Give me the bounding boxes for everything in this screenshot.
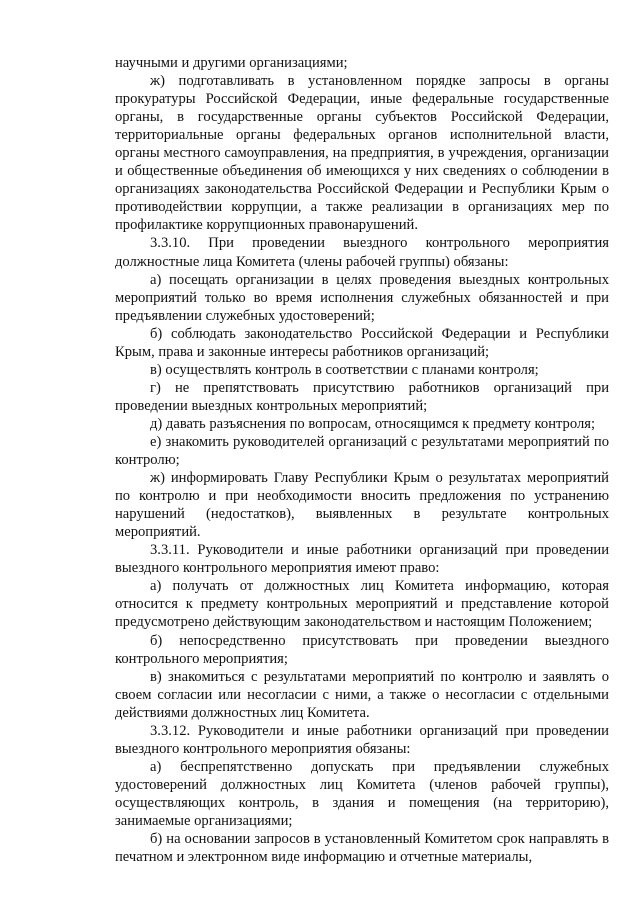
document-paragraph: г) не препятствовать присутствию работников организаций при проведении выездных контрольных мероприятий; xyxy=(115,379,609,414)
document-paragraph: в) осуществлять контроль в соответствии с планами контроля; xyxy=(150,361,539,378)
document-paragraph: а) посещать организации в целях проведения выездных контрольных мероприятий только во время исполнения служебных обязанностей и при предъявлении служебных удостоверений; xyxy=(115,271,609,324)
document-paragraph: 3.3.10. При проведении выездного контрольного мероприятия должностные лица Комитета (члены рабочей группы) обязаны: xyxy=(115,235,609,270)
document-paragraph: в) знакомиться с результатами мероприятий по контролю и заявлять о своем согласии или несогласии с ними, а также о несогласии с отдельными действиями должностных лиц Комитета. xyxy=(115,668,609,721)
document-body xyxy=(115,54,609,866)
document-paragraph: д) давать разъяснения по вопросам, относящимся к предмету контроля; xyxy=(150,415,596,432)
document-paragraph: а) беспрепятственно допускать при предъявлении служебных удостоверений должностных лиц Комитета (членов рабочей группы), осуществляющих контроль, в здания и помещения (на территорию), занимаемые организациями; xyxy=(115,758,609,829)
document-paragraph: 3.3.11. Руководители и иные работники организаций при проведении выездного контрольного мероприятия имеют право: xyxy=(115,542,609,577)
document-paragraph: научными и другими организациями; xyxy=(115,55,348,71)
document-paragraph: а) получать от должностных лиц Комитета информацию, которая относится к предмету контрольных мероприятий и представление которой предусмотрено действующим законодательством и настоящим Положением; xyxy=(115,578,609,631)
document-paragraph: ж) информировать Главу Республики Крым о результатах мероприятий по контролю и при необходимости вносить предложения по устранению нарушений (недостатков), выявленных в результате контрольных мероприятий. xyxy=(115,470,609,541)
document-paragraph: б) на основании запросов в установленный Комитетом срок направлять в печатном и электронном виде информацию и отчетные материалы, xyxy=(115,831,609,866)
document-paragraph: б) соблюдать законодательство Российской Федерации и Республики Крым, права и законные интересы работников организаций; xyxy=(115,325,609,360)
document-paragraph: 3.3.12. Руководители и иные работники организаций при проведении выездного контрольного мероприятия обязаны: xyxy=(115,722,609,757)
document-paragraph: б) непосредственно присутствовать при проведении выездного контрольного мероприятия; xyxy=(115,632,609,667)
document-paragraph: ж) подготавливать в установленном порядке запросы в органы прокуратуры Российской Федерации, иные федеральные государственные органы, в государственные органы субъектов Российской Федерации, территориальные органы федеральных органов исполнительной власти, органы местного самоуправления, на предприятия, в учреждения, организации и общественные объединения об имеющихся у них сведениях о соблюдении в организациях законодательства Российской Федерации и Республики Крым о противодействии коррупции, а также реализации в организациях мер по профилактике коррупционных правонарушений. xyxy=(115,73,609,234)
document-paragraph: е) знакомить руководителей организаций с результатами мероприятий по контролю; xyxy=(115,433,609,469)
